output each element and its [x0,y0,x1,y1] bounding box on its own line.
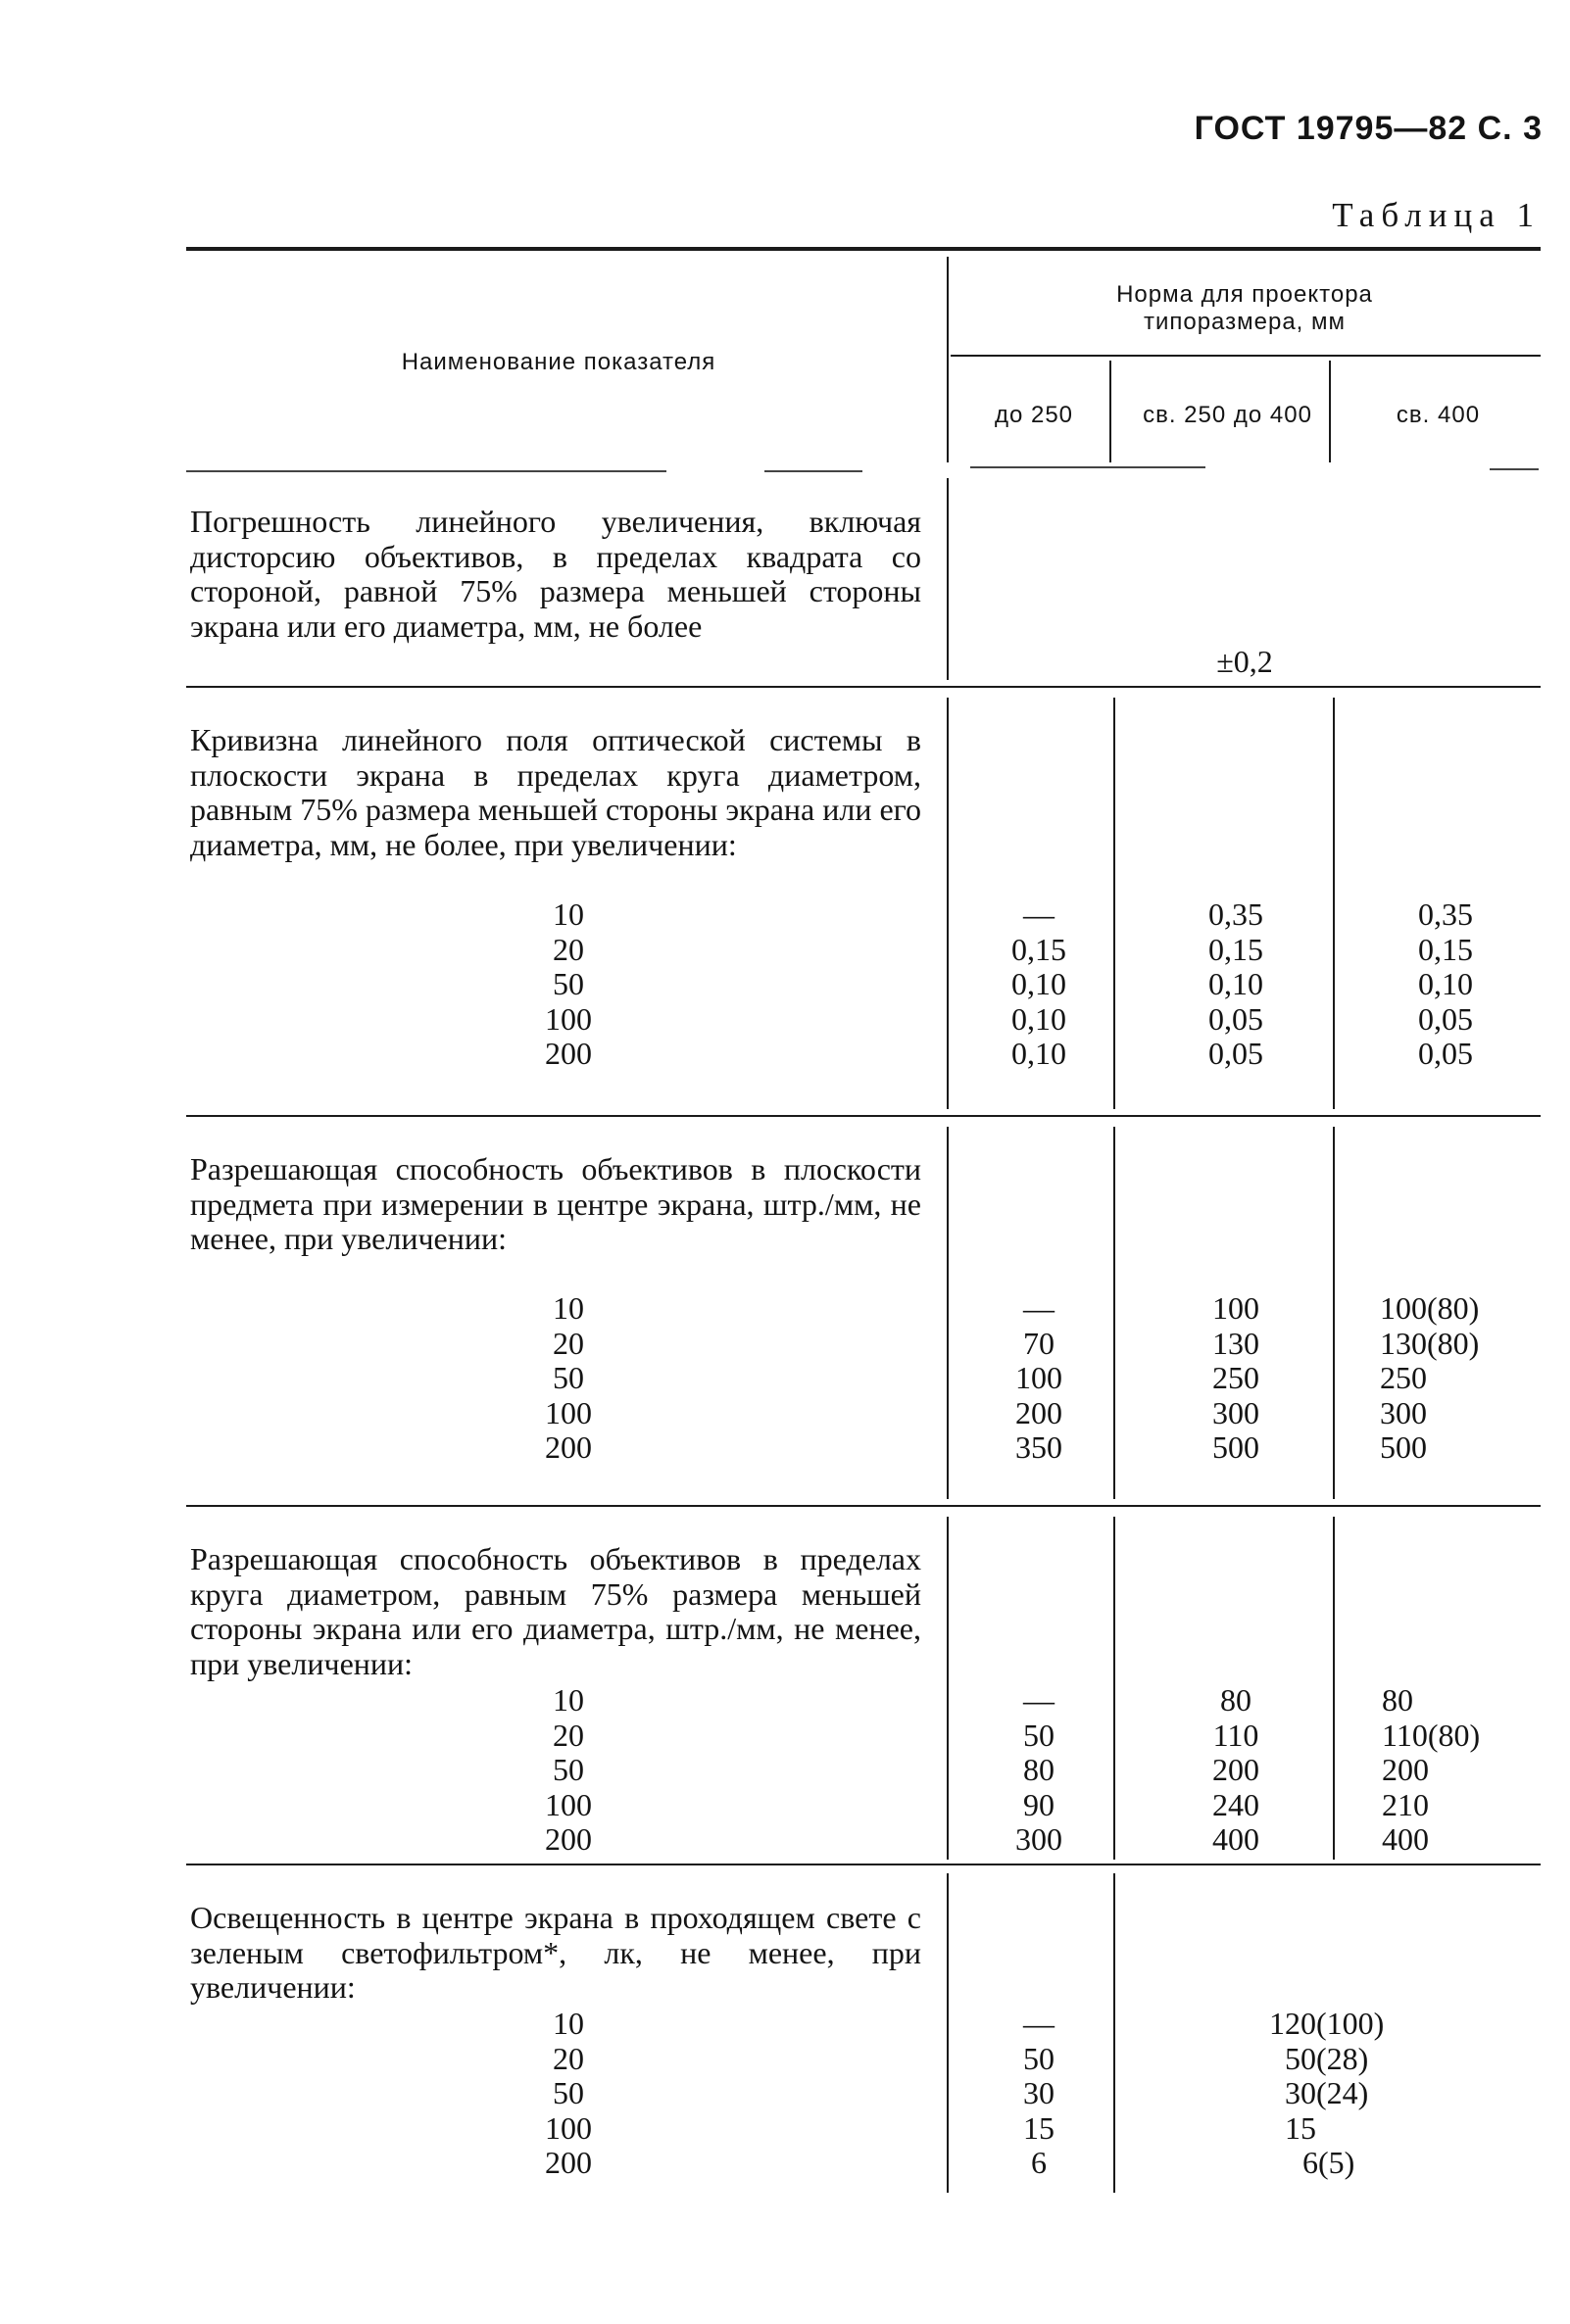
row-5-mag-100: 100 [545,2109,592,2146]
row-2-mag-50: 50 [553,966,584,1001]
row-5-col-2-3 [1269,2007,1524,2181]
row-3-mag-50: 50 [553,1360,584,1395]
row-1-divider-main [947,478,949,680]
row-4-col-1 [956,1683,1122,1858]
row-3-col-1-v3: 100 [1015,1360,1062,1395]
row-2-col-3-v5: 0,05 [1418,1036,1473,1071]
row-2-magnifications [490,897,647,1072]
row-3-col-1-v5: 350 [1015,1429,1062,1465]
row-1-description: Погрешность линейного увеличения, включая дисторсию объективов, в пределах квадрата со стороной, равной 75% размера меньшей стороны экрана или его диаметра, мм, не более [190,504,921,644]
row-1-bottom-rule [186,686,1541,688]
row-4-divider-main [947,1517,949,1860]
row-2-col-3-v4: 0,05 [1418,1000,1473,1037]
row-2-col-1-v4: 0,10 [1011,1000,1066,1037]
row-4-col-3-v4: 210 [1382,1786,1429,1822]
row-4-col-3 [1382,1683,1539,1858]
row-4-col-1-v2: 50 [1023,1717,1055,1753]
row-2-divider-main [947,698,949,1109]
row-2-mag-10: 10 [553,896,584,932]
row-4-mag-20: 20 [553,1717,584,1753]
header-bottom-rule [186,470,666,472]
row-3-col-3-v4: 300 [1380,1394,1427,1430]
row-2-col-1-v3: 0,10 [1011,966,1066,1001]
row-3-col-1-v4: 200 [1015,1394,1062,1430]
row-3-description: Разрешающая способность объективов в плоскости предмета при измерении в центре экрана, штр./мм, не менее, при увеличении: [190,1151,921,1256]
row-3-mag-20: 20 [553,1325,584,1361]
row-5-col-1-v4: 15 [1023,2109,1055,2146]
column-header-3: св. 400 [1396,402,1481,428]
column-header-1: до 250 [994,402,1074,428]
row-3-divider-1 [1113,1127,1115,1499]
row-3-divider-2 [1333,1127,1335,1499]
standard-header: ГОСТ 19795—82 С. 3 [1194,110,1543,147]
row-2-mag-20: 20 [553,931,584,967]
row-2-col-3 [1352,897,1539,1072]
row-2-description: Кривизна линейного поля оптической системы в плоскости экрана в пределах круга диаметром, равным 75% размера меньшей стороны экрана или его диаметра, мм, не более, при увеличении: [190,722,921,862]
row-5-col-23-v5: 6(5) [1302,2145,1355,2180]
row-3-col-3-v5: 500 [1380,1429,1427,1465]
row-5-col-1 [956,2007,1122,2181]
row-4-col-3-v2: 110(80) [1382,1717,1481,1753]
row-3-col-2-v5: 500 [1212,1429,1259,1465]
row-4-col-2-v4: 240 [1212,1786,1259,1822]
row-4-mag-10: 10 [553,1682,584,1718]
row-4-mag-50: 50 [553,1752,584,1787]
header-divider-main [947,257,949,462]
row-2-divider-2 [1333,698,1335,1109]
row-3-col-3 [1380,1291,1537,1466]
row-4-col-1-v3: 80 [1023,1752,1055,1787]
row-4-col-2 [1127,1683,1345,1858]
column-header-group-line2: типоразмера, мм [1143,309,1347,335]
row-2-col-2-v3: 0,10 [1208,966,1263,1001]
row-2-col-1-v2: 0,15 [1011,931,1066,967]
row-2-col-1 [956,897,1122,1072]
row-2-col-3-v1: 0,35 [1418,896,1473,932]
column-header-name: Наименование показателя [401,349,716,375]
row-3-col-3-v1: 100(80) [1380,1290,1480,1326]
row-3-mag-100: 100 [545,1394,592,1430]
row-2-col-3-v3: 0,10 [1418,966,1473,1001]
row-5-divider-main [947,1873,949,2193]
row-3-bottom-rule [186,1505,1541,1507]
row-5-col-23-v4: 15 [1285,2109,1316,2146]
row-2-mag-100: 100 [545,1000,592,1037]
row-3-col-2-v2: 130 [1212,1325,1259,1361]
row-4-col-3-v3: 200 [1382,1752,1429,1787]
row-4-bottom-rule [186,1864,1541,1865]
row-5-col-1-v2: 50 [1023,2040,1055,2076]
row-5-mag-200: 200 [545,2145,592,2180]
row-3-col-1-v2: 70 [1023,1325,1055,1361]
group-header-rule [951,355,1541,357]
row-5-mag-50: 50 [553,2075,584,2110]
row-4-description: Разрешающая способность объективов в пределах круга диаметром, равным 75% размера меньшей стороны экрана или его диаметра, штр./мм, не менее, при увеличении: [190,1541,921,1681]
row-4-col-2-v1: 80 [1220,1682,1251,1718]
row-5-col-23-v3: 30(24) [1285,2075,1369,2110]
row-2-divider-1 [1113,698,1115,1109]
header-bottom-rule-3 [970,466,1205,468]
row-3-col-2-v1: 100 [1212,1290,1259,1326]
row-4-col-1-v5: 300 [1015,1821,1062,1857]
row-2-col-2-v4: 0,05 [1208,1000,1263,1037]
row-3-col-2 [1127,1291,1345,1466]
row-4-mag-100: 100 [545,1786,592,1822]
row-4-col-1-v4: 90 [1023,1786,1055,1822]
row-2-col-1-v5: 0,10 [1011,1036,1066,1071]
row-3-mag-10: 10 [553,1290,584,1326]
row-4-divider-1 [1113,1517,1115,1860]
row-3-mag-200: 200 [545,1429,592,1465]
row-5-col-1-v5: 6 [1031,2145,1047,2180]
row-5-mag-10: 10 [553,2006,584,2041]
row-3-divider-main [947,1127,949,1499]
header-divider-1 [1109,361,1111,462]
table-top-rule [186,247,1541,251]
row-2-bottom-rule [186,1115,1541,1117]
column-header-group-line1: Норма для проектора [1116,281,1373,308]
header-bottom-rule-4 [1490,468,1539,470]
row-5-divider-1 [1113,1873,1115,2193]
row-5-col-23-v1: 120(100) [1269,2006,1385,2041]
column-header-2: св. 250 до 400 [1143,402,1312,428]
row-4-mag-200: 200 [545,1821,592,1857]
row-2-col-2-v5: 0,05 [1208,1036,1263,1071]
column-header-group [951,281,1539,336]
row-5-col-1-v1: — [1023,2006,1055,2041]
row-4-divider-2 [1333,1517,1335,1860]
header-divider-2 [1329,361,1331,462]
row-3-col-2-v3: 250 [1212,1360,1259,1395]
row-3-magnifications [490,1291,647,1466]
row-5-col-1-v3: 30 [1023,2075,1055,2110]
row-3-col-1 [956,1291,1122,1466]
row-2-col-2-v1: 0,35 [1208,896,1263,932]
row-3-col-3-v2: 130(80) [1380,1325,1480,1361]
row-4-col-2-v3: 200 [1212,1752,1259,1787]
row-3-col-3-v3: 250 [1380,1360,1427,1395]
row-4-col-1-v1: — [1023,1682,1055,1718]
row-5-col-23-v2: 50(28) [1285,2040,1369,2076]
row-5-mag-20: 20 [553,2040,584,2076]
row-4-col-3-v5: 400 [1382,1821,1429,1857]
row-4-col-3-v1: 80 [1382,1682,1413,1718]
row-4-magnifications [490,1683,647,1858]
row-2-col-3-v2: 0,15 [1418,931,1473,967]
row-3-col-1-v1: — [1023,1290,1055,1326]
row-2-col-2 [1127,897,1345,1072]
row-2-col-1-v1: — [1023,896,1055,932]
row-3-col-2-v4: 300 [1212,1394,1259,1430]
row-5-description: Освещенность в центре экрана в проходящем свете с зеленым светофильтром*, лк, не менее, при увеличении: [190,1900,921,2005]
row-1-value: ±0,2 [1216,644,1273,679]
row-4-col-2-v2: 110 [1212,1717,1259,1753]
header-bottom-rule-2 [764,470,862,472]
table-caption: Таблица 1 [1332,196,1541,234]
row-2-mag-200: 200 [545,1036,592,1071]
row-4-col-2-v5: 400 [1212,1821,1259,1857]
row-5-magnifications [490,2007,647,2181]
row-2-col-2-v2: 0,15 [1208,931,1263,967]
